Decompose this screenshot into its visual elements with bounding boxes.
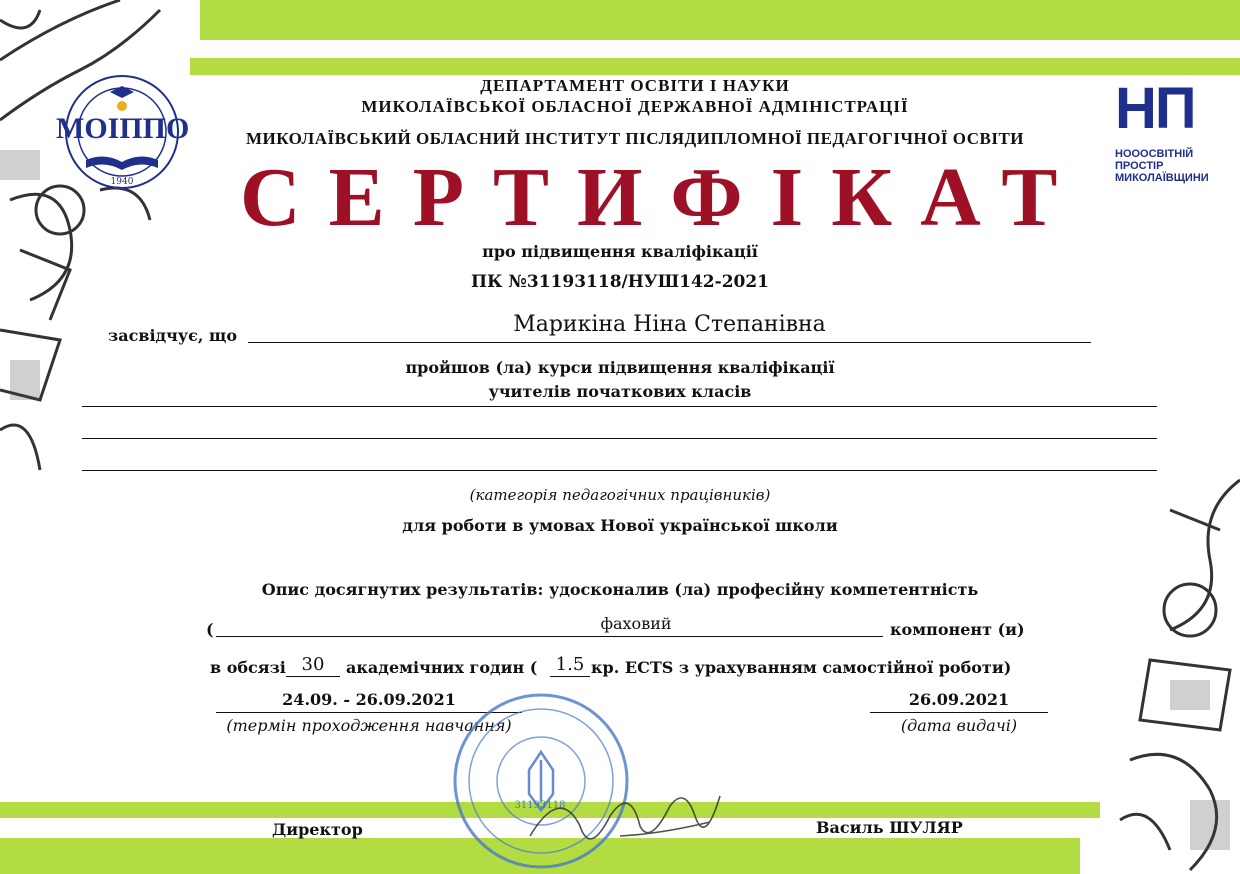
moippo-logo xyxy=(56,72,188,192)
top-band-2 xyxy=(190,58,1240,75)
volume-prefix: в обсязі xyxy=(210,658,286,677)
nop-logo-line3: МИКОЛАЇВЩИНИ xyxy=(1115,172,1209,184)
hours-label: академічних годин ( xyxy=(346,658,538,677)
moippo-logo-year: 1940 xyxy=(110,177,134,187)
completed-text: пройшов (ла) курси підвищення кваліфікації xyxy=(405,358,835,377)
name-underline xyxy=(248,342,1091,343)
top-band-1 xyxy=(200,0,1240,40)
header-line3: МИКОЛАЇВСЬКИЙ ОБЛАСНИЙ ІНСТИТУТ ПІСЛЯДИПЛОМНОЇ ПЕДАГОГІЧНОЇ ОСВІТИ xyxy=(245,129,1025,148)
issue-underline xyxy=(870,712,1048,713)
hours-value: 30 xyxy=(301,654,325,675)
component-value: фаховий xyxy=(600,614,672,633)
nop-logo-mark: НП xyxy=(1115,76,1195,141)
purpose-text: для роботи в умовах Нової української школи xyxy=(402,516,838,535)
issue-caption: (дата видачі) xyxy=(900,716,1018,735)
director-label: Директор xyxy=(272,820,363,839)
stamp-code: 31193118 xyxy=(514,800,566,811)
hours-underline xyxy=(286,676,340,677)
term-caption: (термін проходження навчання) xyxy=(226,716,512,735)
certificate-number: ПК №31193118/НУШ142-2021 xyxy=(470,272,770,292)
category-line-2 xyxy=(82,438,1157,439)
certificate-title: СЕРТИФІКАТ xyxy=(240,151,1086,244)
results-text: Опис досягнутих результатів: удосконалив (ла) професійну компетентність xyxy=(261,580,979,599)
signature-scribble xyxy=(520,776,730,866)
person-name: Марикіна Ніна Степанівна xyxy=(513,312,826,337)
nop-logo-line2: ПРОСТІР xyxy=(1115,160,1164,172)
header-line2: МИКОЛАЇВСЬКОЇ ОБЛАСНОЇ ДЕРЖАВНОЇ АДМІНІСТРАЦІЇ xyxy=(361,97,909,116)
nop-logo-line1: НОООСВІТНІЙ xyxy=(1115,148,1194,160)
credits-label: кр. ECTS з урахуванням самостійної роботи) xyxy=(591,658,1012,677)
credits-value: 1.5 xyxy=(555,654,585,675)
moippo-logo-text: МОІППО xyxy=(56,112,190,145)
component-underline xyxy=(216,636,883,637)
doodle-right-decoration xyxy=(1110,470,1240,874)
director-name: Василь ШУЛЯР xyxy=(816,818,963,837)
category-value: учителів початкових класів xyxy=(488,382,752,401)
component-label: компонент (и) xyxy=(890,620,1025,639)
issue-value: 26.09.2021 xyxy=(908,690,1010,709)
header-line1: ДЕПАРТАМЕНТ ОСВІТИ І НАУКИ xyxy=(480,76,790,95)
category-line-3 xyxy=(82,470,1157,471)
category-line-1 xyxy=(82,406,1157,407)
nop-logo xyxy=(1115,78,1230,198)
subtitle: про підвищення кваліфікації xyxy=(482,242,758,261)
component-open-paren: ( xyxy=(206,620,214,639)
category-caption: (категорія педагогічних працівників) xyxy=(469,486,771,504)
credits-underline xyxy=(550,676,590,677)
term-value: 24.09. - 26.09.2021 xyxy=(282,690,456,709)
certifies-label: засвідчує, що xyxy=(108,326,237,345)
